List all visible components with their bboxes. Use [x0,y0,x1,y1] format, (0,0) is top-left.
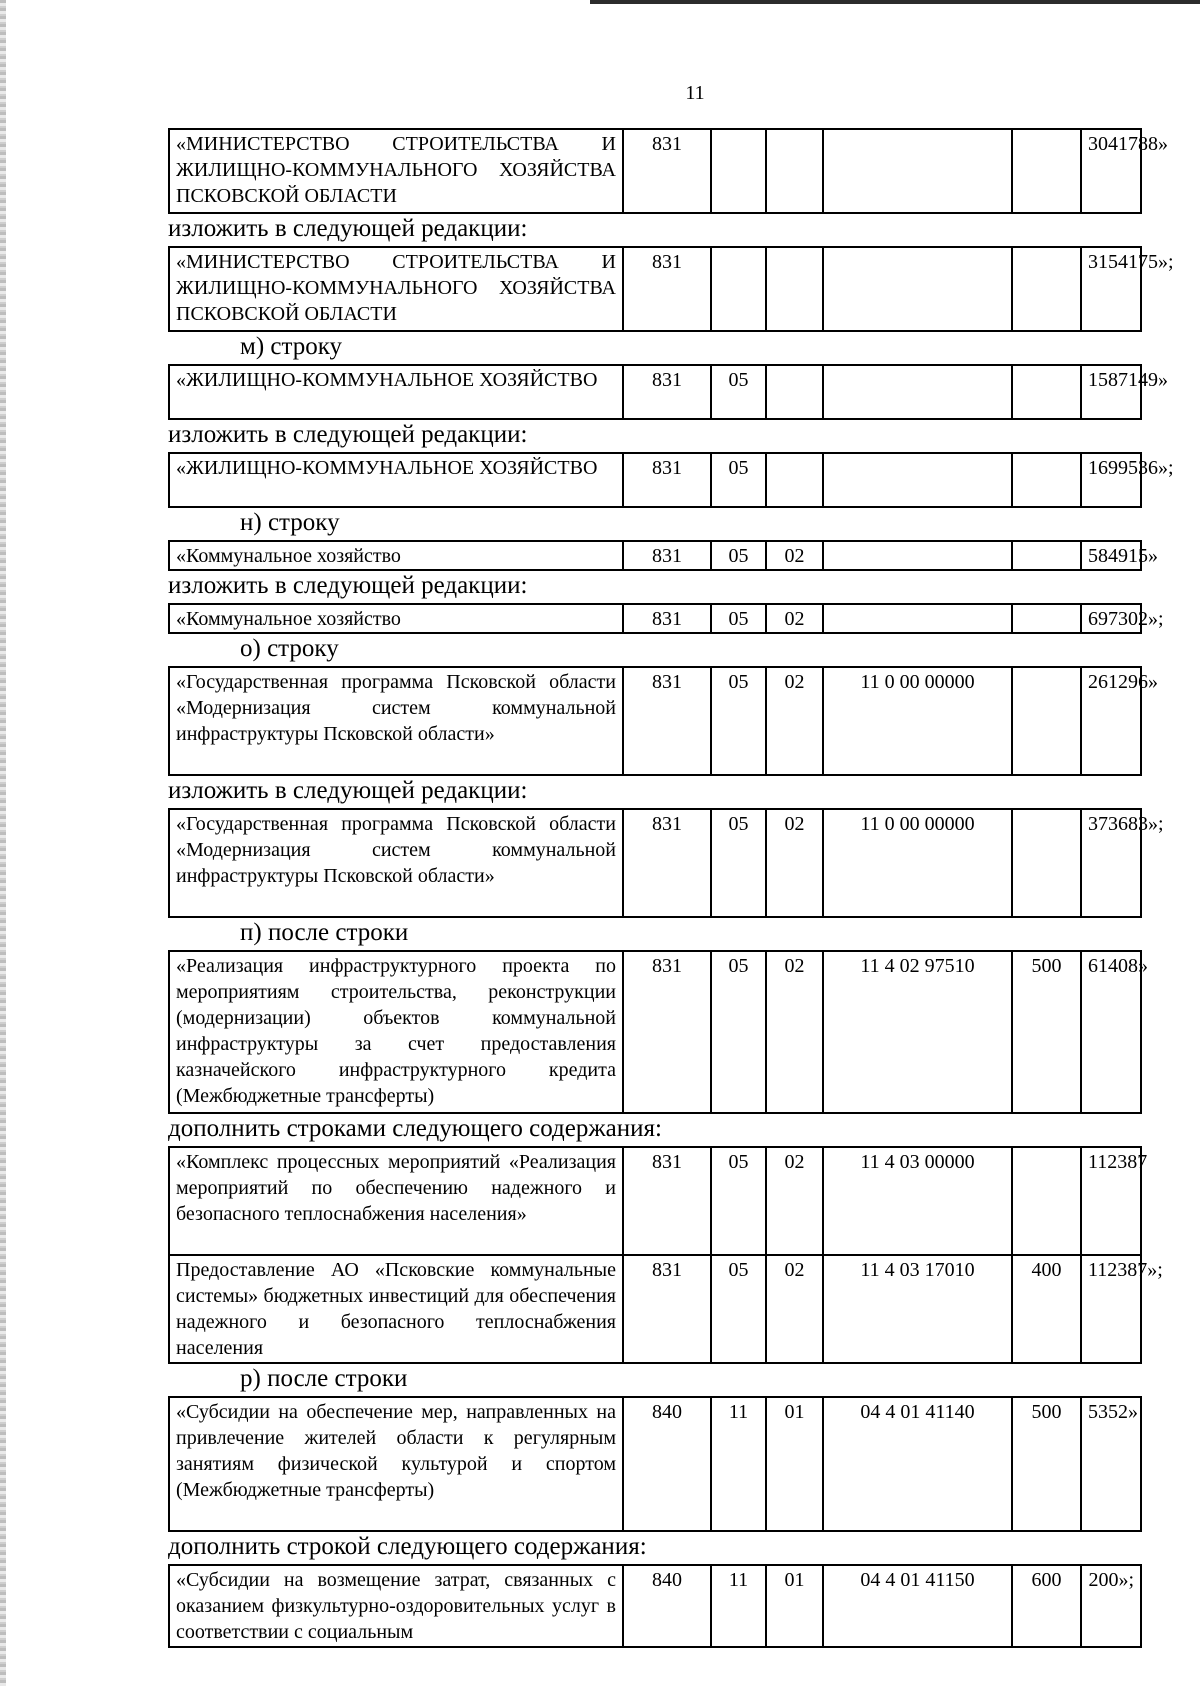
section-code-cell: 05 [711,1147,766,1255]
section-code-cell: 05 [711,541,766,570]
expense-type-cell [1012,247,1081,331]
expense-type-cell: 500 [1012,951,1081,1113]
row-name-cell: «ЖИЛИЩНО-КОММУНАЛЬНОЕ ХОЗЯЙСТВО [169,453,623,507]
expense-type-cell [1012,129,1081,213]
instruction-text: н) строку [240,509,340,536]
row-name-cell: «МИНИСТЕРСТВО СТРОИТЕЛЬСТВА И ЖИЛИЩНО-КОММУНАЛЬНОГО ХОЗЯЙСТВА ПСКОВСКОЙ ОБЛАСТИ [169,129,623,213]
target-article-cell [823,604,1012,633]
section-code-cell: 05 [711,604,766,633]
row-name-cell: «МИНИСТЕРСТВО СТРОИТЕЛЬСТВА И ЖИЛИЩНО-КОММУНАЛЬНОГО ХОЗЯЙСТВА ПСКОВСКОЙ ОБЛАСТИ [169,247,623,331]
subsection-code-cell [766,453,823,507]
target-article-cell: 11 0 00 00000 [823,667,1012,775]
expense-type-cell [1012,365,1081,419]
target-article-cell: 04 4 01 41140 [823,1397,1012,1531]
subsection-code-cell: 02 [766,604,823,633]
budget-table-row [168,540,1158,571]
budget-table-row [168,1254,1163,1364]
expense-type-cell: 500 [1012,1397,1081,1531]
row-name-cell: «Коммунальное хозяйство [169,541,623,570]
target-article-cell: 11 4 03 17010 [823,1255,1012,1363]
subsection-code-cell: 01 [766,1397,823,1531]
subsection-code-cell: 02 [766,951,823,1113]
amount-cell: 112387»; [1081,1255,1141,1363]
section-code-cell: 05 [711,667,766,775]
amount-cell: 1699536»; [1081,453,1141,507]
target-article-cell [823,453,1012,507]
row-name-cell: «Субсидии на обеспечение мер, направленных на привлечение жителей области к регулярным занятиям физической культурой и спортом (Межбюджетные трансферты) [169,1397,623,1531]
section-code-cell: 05 [711,951,766,1113]
amount-cell: 584915» [1081,541,1141,570]
amount-cell: 697302»; [1081,604,1141,633]
page-number: 11 [685,82,705,104]
section-code-cell [711,129,766,213]
instruction-text: дополнить строкой следующего содержания: [168,1533,647,1560]
section-code-cell: 11 [711,1565,766,1647]
ministry-code-cell: 831 [623,604,711,633]
budget-table-row [168,666,1158,776]
row-name-cell: «Коммунальное хозяйство [169,604,623,633]
row-name-cell: Предоставление АО «Псковские коммунальные системы» бюджетных инвестиций для обеспечения надежного и безопасного теплоснабжения населения [169,1255,623,1363]
target-article-cell: 11 4 02 97510 [823,951,1012,1113]
budget-table-row [168,1564,1142,1648]
row-name-cell: «Комплекс процессных мероприятий «Реализация мероприятий по обеспечению надежного и безопасного теплоснабжения населения» [169,1147,623,1255]
ministry-code-cell: 831 [623,247,711,331]
subsection-code-cell: 02 [766,667,823,775]
expense-type-cell [1012,1147,1081,1255]
budget-table-row [168,950,1148,1114]
target-article-cell: 04 4 01 41150 [823,1565,1012,1647]
ministry-code-cell: 831 [623,1255,711,1363]
target-article-cell [823,247,1012,331]
instruction-text: изложить в следующей редакции: [168,421,528,448]
scan-edge-left [0,0,6,1686]
budget-table-row [168,246,1174,332]
amount-cell: 200»; [1081,1565,1141,1647]
scan-edge-top [590,0,1200,4]
expense-type-cell: 600 [1012,1565,1081,1647]
section-code-cell: 05 [711,453,766,507]
amount-cell: 61408» [1081,951,1141,1113]
ministry-code-cell: 831 [623,365,711,419]
instruction-text: изложить в следующей редакции: [168,215,528,242]
target-article-cell: 11 0 00 00000 [823,809,1012,917]
ministry-code-cell: 831 [623,951,711,1113]
ministry-code-cell: 831 [623,809,711,917]
subsection-code-cell: 02 [766,1255,823,1363]
row-name-cell: «Государственная программа Псковской области «Модернизация систем коммунальной инфраструктуры Псковской области» [169,667,623,775]
amount-cell: 261296» [1081,667,1141,775]
expense-type-cell [1012,667,1081,775]
subsection-code-cell [766,365,823,419]
instruction-text: р) после строки [240,1365,408,1392]
section-code-cell: 05 [711,809,766,917]
subsection-code-cell [766,129,823,213]
ministry-code-cell: 831 [623,667,711,775]
instruction-text: м) строку [240,333,343,360]
budget-table-row [168,364,1168,420]
budget-table-row [168,603,1164,634]
budget-table-row [168,452,1174,508]
instruction-text: изложить в следующей редакции: [168,777,528,804]
amount-cell: 3041788» [1081,129,1141,213]
budget-table-row [168,1396,1142,1532]
subsection-code-cell: 02 [766,541,823,570]
target-article-cell: 11 4 03 00000 [823,1147,1012,1255]
expense-type-cell [1012,453,1081,507]
row-name-cell: «Государственная программа Псковской области «Модернизация систем коммунальной инфраструктуры Псковской области» [169,809,623,917]
amount-cell: 373683»; [1081,809,1141,917]
expense-type-cell [1012,809,1081,917]
amount-cell: 3154175»; [1081,247,1141,331]
section-code-cell [711,247,766,331]
row-name-cell: «Реализация инфраструктурного проекта по мероприятиям строительства, реконструкции (модернизации) объектов коммунальной инфраструктуры за счет предоставления казначейского инфраструктурного кредита (Межбюджетные трансферты) [169,951,623,1113]
section-code-cell: 11 [711,1397,766,1531]
ministry-code-cell: 831 [623,129,711,213]
instruction-text: изложить в следующей редакции: [168,572,528,599]
ministry-code-cell: 831 [623,453,711,507]
target-article-cell [823,365,1012,419]
amount-cell: 5352» [1081,1397,1141,1531]
section-code-cell: 05 [711,1255,766,1363]
ministry-code-cell: 840 [623,1397,711,1531]
target-article-cell [823,129,1012,213]
ministry-code-cell: 831 [623,541,711,570]
instruction-text: о) строку [240,635,339,662]
section-code-cell: 05 [711,365,766,419]
row-name-cell: «ЖИЛИЩНО-КОММУНАЛЬНОЕ ХОЗЯЙСТВО [169,365,623,419]
instruction-text: дополнить строками следующего содержания: [168,1115,662,1142]
expense-type-cell: 400 [1012,1255,1081,1363]
expense-type-cell [1012,541,1081,570]
subsection-code-cell: 01 [766,1565,823,1647]
ministry-code-cell: 840 [623,1565,711,1647]
budget-table-row [168,128,1168,214]
subsection-code-cell: 02 [766,1147,823,1255]
expense-type-cell [1012,604,1081,633]
subsection-code-cell [766,247,823,331]
ministry-code-cell: 831 [623,1147,711,1255]
row-name-cell: «Субсидии на возмещение затрат, связанных с оказанием физкультурно-оздоровительных услуг в соответствии с социальным [169,1565,623,1647]
document-body [168,128,1174,1648]
amount-cell: 1587149» [1081,365,1141,419]
instruction-text: п) после строки [240,919,409,946]
amount-cell: 112387 [1081,1147,1141,1255]
target-article-cell [823,541,1012,570]
budget-table-row [168,1146,1148,1256]
subsection-code-cell: 02 [766,809,823,917]
budget-table-row [168,808,1164,918]
